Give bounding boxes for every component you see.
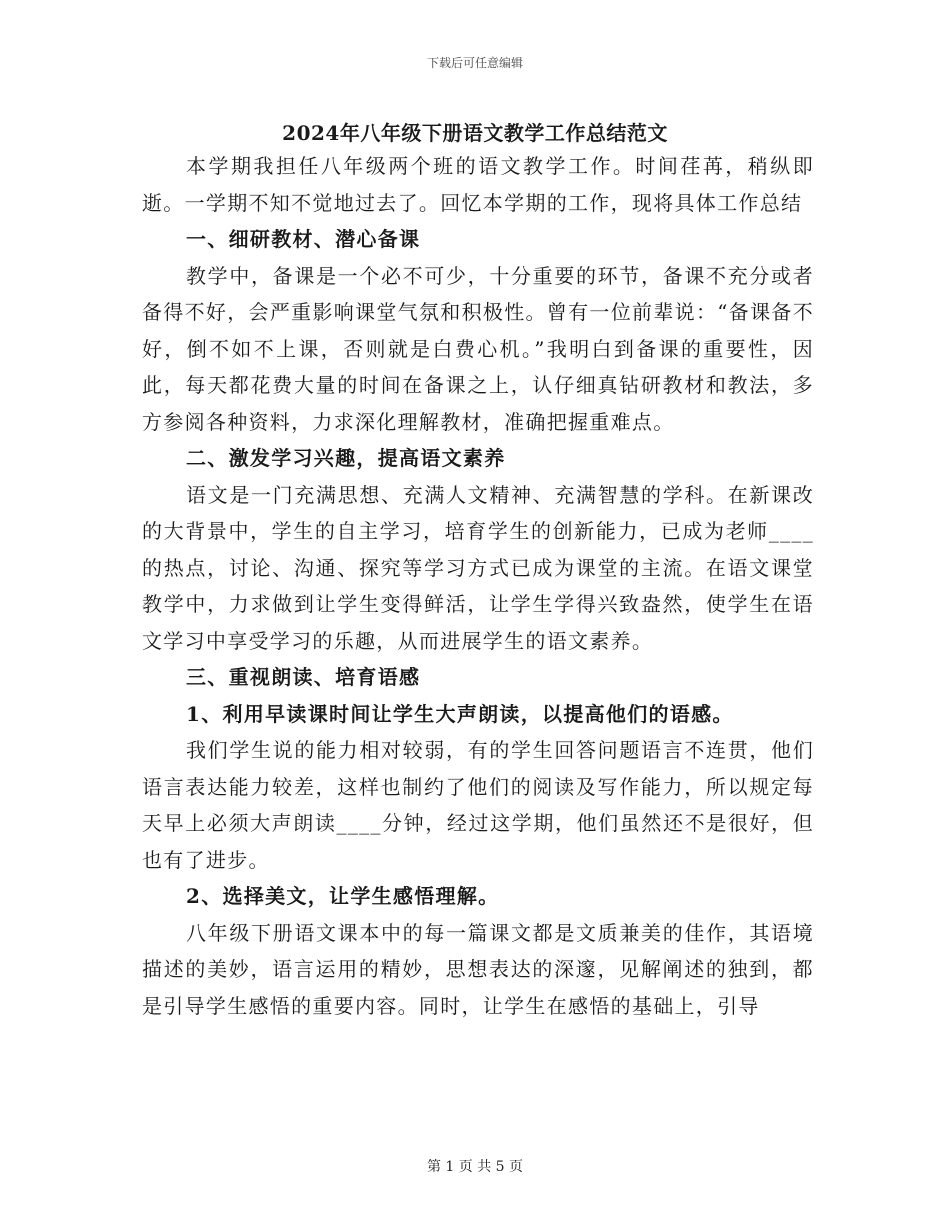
page-number: 第 1 页 共 5 页 bbox=[426, 1159, 524, 1175]
document-title: 2024年八年级下册语文教学工作总结范文 bbox=[282, 121, 668, 145]
subsection-heading-1: 1、利用早读课时间让学生大声朗读，以提高他们的语感。 bbox=[186, 701, 734, 726]
intro-paragraph: 本学期我担任八年级两个班的语文教学工作。时间荏苒，稍纵即逝。一学期不知不觉地过去了。回忆本学期的工作，现将具体工作总结 bbox=[142, 154, 814, 215]
section-heading-3: 三、重视朗读、培育语感 bbox=[186, 665, 421, 689]
body-paragraph: 八年级下册语文课本中的每一篇课文都是文质兼美的佳作，其语境描述的美妙，语言运用的精妙，思想表达的深邃，见解阐述的独到，都是引导学生感悟的重要内容。同时，让学生在感悟的基础上，引导 bbox=[142, 920, 814, 1018]
header-note: 下载后可任意编辑 bbox=[426, 56, 523, 70]
body-paragraph: 我们学生说的能力相对较弱，有的学生回答问题语言不连贯，他们语言表达能力较差，这样也制约了他们的阅读及写作能力，所以规定每天早上必须大声朗读____分钟，经过这学期，他们虽然还不是很好，但也有了进步。 bbox=[142, 738, 814, 872]
section-heading-1: 一、细研教材、潜心备课 bbox=[186, 227, 421, 251]
body-paragraph: 语文是一门充满思想、充满人文精神、充满智慧的学科。在新课改的大背景中，学生的自主学习，培育学生的创新能力，已成为老师____的热点，讨论、沟通、探究等学习方式已成为课堂的主流。在语文课堂教学中，力求做到让学生变得鲜活，让学生学得兴致盎然，使学生在语文学习中享受学习的乐趣，从而进展学生的语文素养。 bbox=[142, 482, 814, 653]
document-body bbox=[142, 148, 814, 1024]
body-paragraph: 教学中，备课是一个必不可少，十分重要的环节，备课不充分或者备得不好，会严重影响课堂气氛和积极性。曾有一位前辈说：“备课备不好，倒不如不上课，否则就是白费心机。”我明白到备课的重要性，因此，每天都花费大量的时间在备课之上，认仔细真钻研教材和教法，多方参阅各种资料，力求深化理解教材，准确把握重难点。 bbox=[142, 263, 814, 434]
section-heading-2: 二、激发学习兴趣，提高语文素养 bbox=[186, 446, 506, 470]
subsection-heading-2: 2、选择美文，让学生感悟理解。 bbox=[186, 884, 500, 908]
